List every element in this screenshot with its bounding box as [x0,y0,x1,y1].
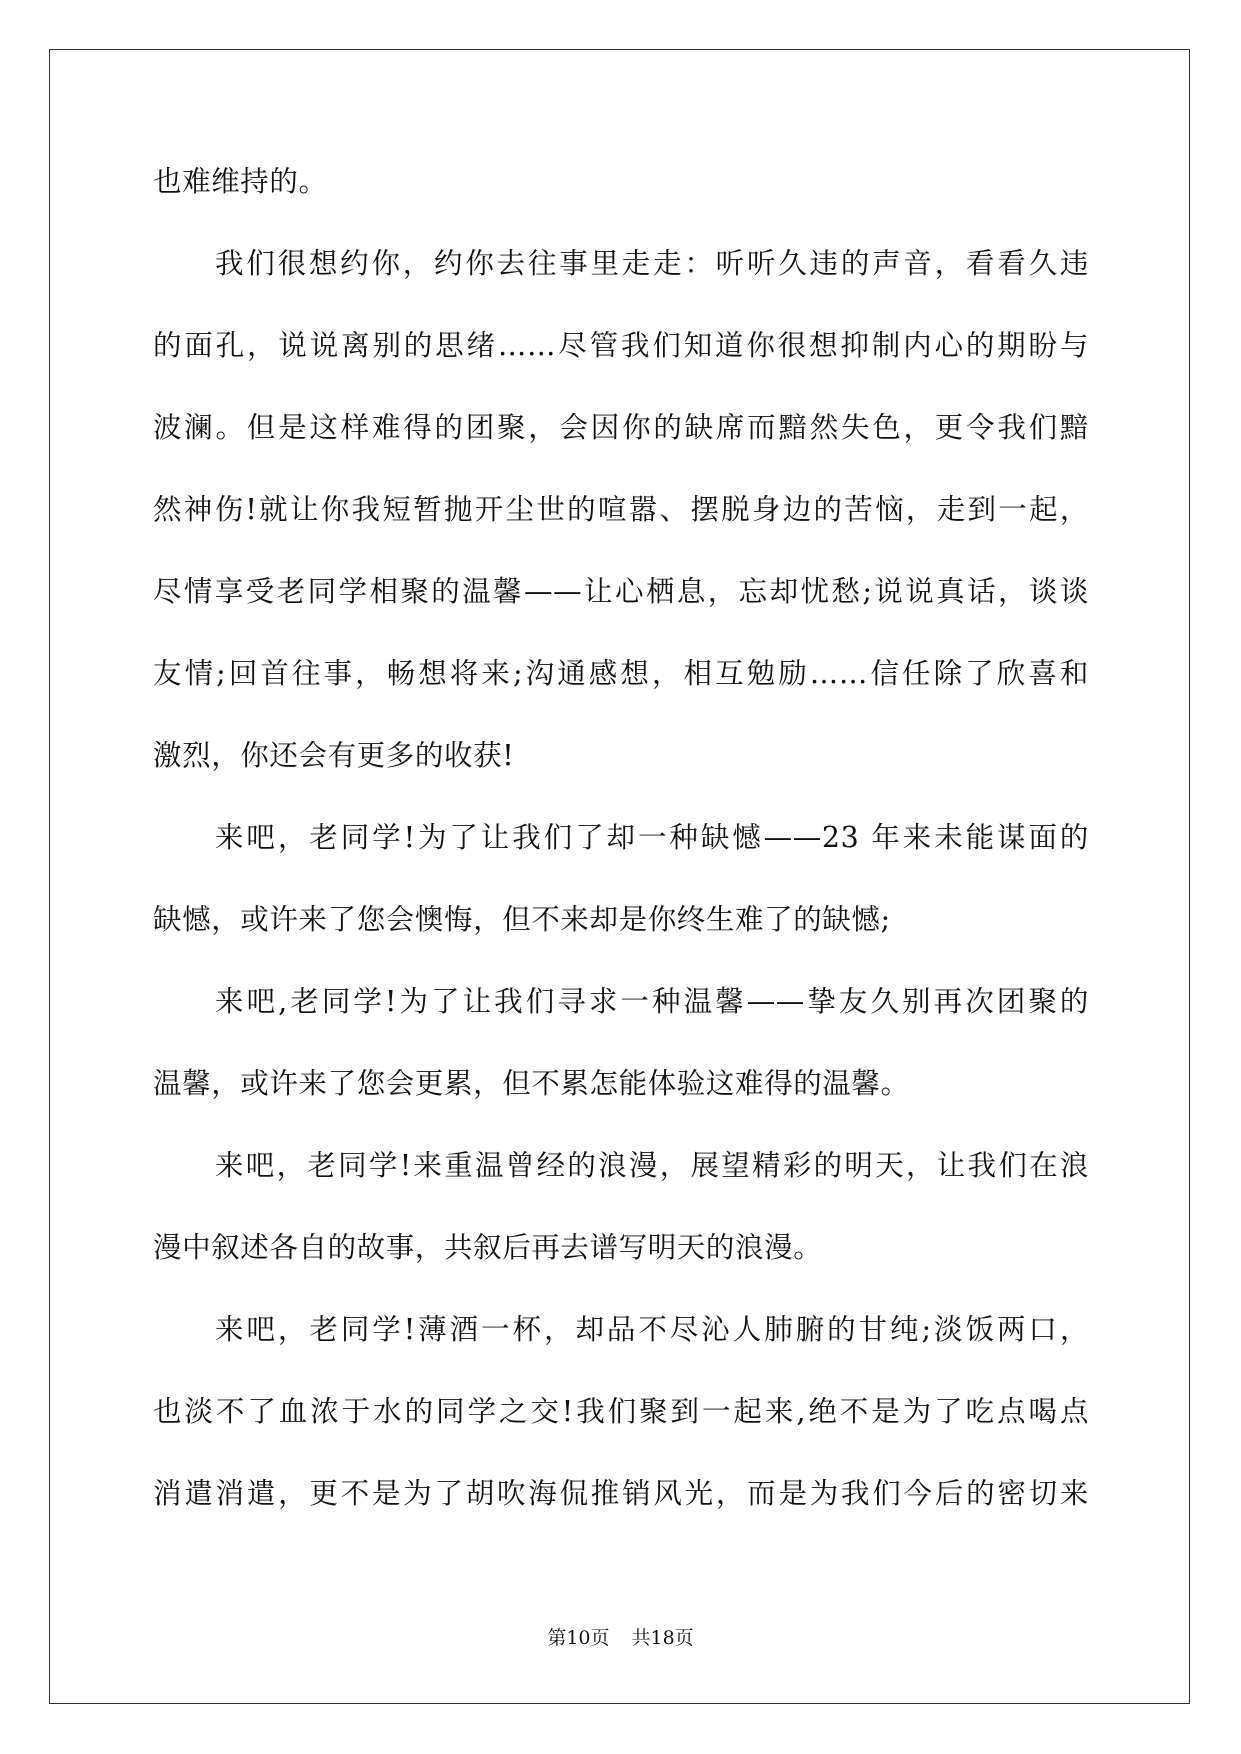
text-line: 温馨，或许来了您会更累，但不累怎能体验这难得的温馨。 [153,1067,910,1100]
text-line: 缺憾，或许来了您会懊悔，但不来却是你终生难了的缺憾; [153,903,891,936]
text-line: 波澜。但是这样难得的团聚，会因你的缺席而黯然失色，更令我们黯 [153,411,1089,444]
text-line: 来吧，老同学!薄酒一杯，却品不尽沁人肺腑的甘纯;淡饭两口， [215,1313,1089,1346]
text-line: 漫中叙述各自的故事，共叙后再去谱写明天的浪漫。 [153,1231,823,1264]
text-line: 激烈，你还会有更多的收获! [153,739,515,772]
text-line: 然神伤!就让你我短暂抛开尘世的喧嚣、摆脱身边的苦恼，走到一起， [153,493,1089,526]
page-number-total: 共18页 [631,1627,694,1649]
text-line: 来吧，老同学!为了让我们了却一种缺憾——23 年来未能谋面的 [215,821,1089,854]
text-line: 来吧，老同学!来重温曾经的浪漫，展望精彩的明天，让我们在浪 [215,1149,1089,1182]
text-line: 尽情享受老同学相聚的温馨——让心栖息，忘却忧愁;说说真话，谈谈 [153,575,1089,608]
text-line: 消遣消遣，更不是为了胡吹海侃推销风光，而是为我们今后的密切来 [153,1477,1089,1510]
text-line: 也淡不了血浓于水的同学之交!我们聚到一起来,绝不是为了吃点喝点 [153,1395,1089,1428]
text-line: 也难维持的。 [153,165,328,198]
text-line: 我们很想约你，约你去往事里走走：听听久违的声音，看看久违 [215,247,1089,280]
page-footer [0,1623,1241,1650]
page-number-current: 第10页 [547,1627,610,1649]
text-line: 友情;回首往事，畅想将来;沟通感想，相互勉励……信任除了欣喜和 [153,657,1089,690]
text-line: 的面孔，说说离别的思绪……尽管我们知道你很想抑制内心的期盼与 [153,329,1089,362]
document-body [153,157,1089,1551]
text-line: 来吧,老同学!为了让我们寻求一种温馨——挚友久别再次团聚的 [215,985,1089,1018]
